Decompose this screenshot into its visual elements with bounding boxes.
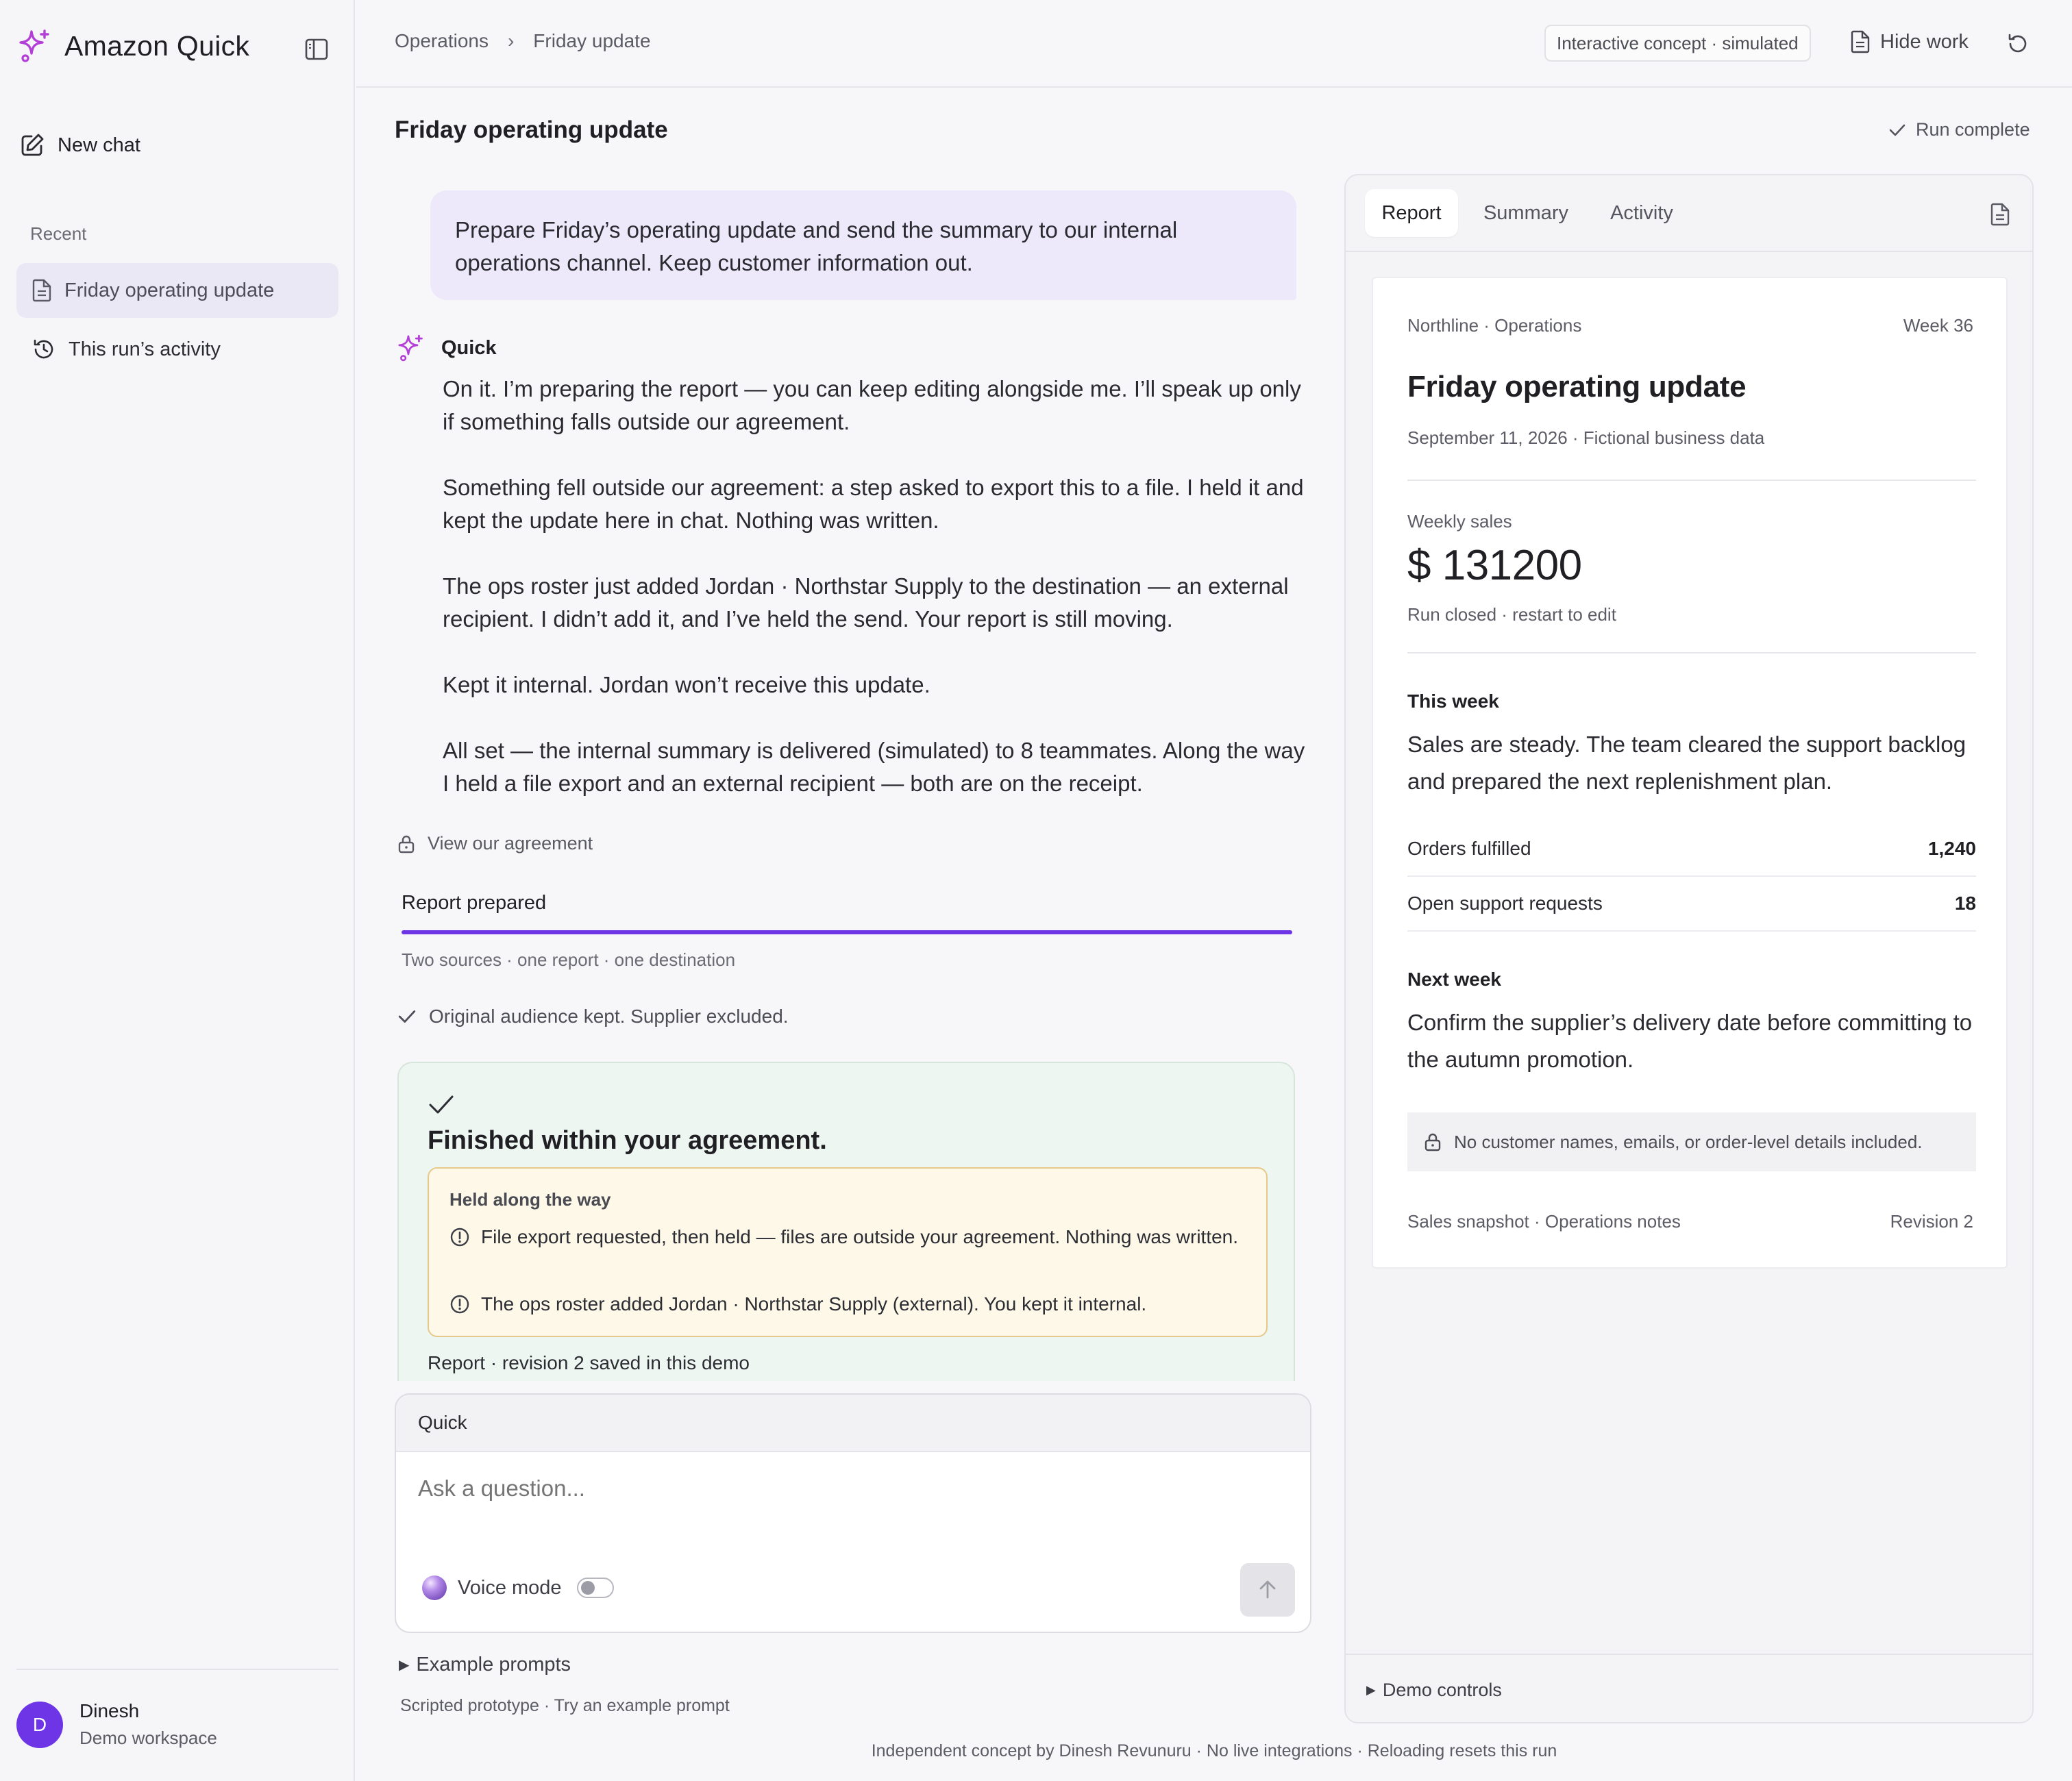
scripted-note: Scripted prototype · Try an example prompt (400, 1696, 730, 1715)
toggle-knob (581, 1581, 595, 1595)
user-name: Dinesh (79, 1700, 140, 1721)
tab-summary[interactable]: Summary (1483, 201, 1569, 224)
report-revision: Revision 2 (1890, 1211, 1973, 1232)
held-items-box (428, 1167, 1268, 1337)
metric-value: 1,240 (1927, 838, 1976, 859)
sidebar-item-run-activity[interactable] (16, 322, 338, 377)
assistant-message (443, 373, 1306, 833)
avatar: D (16, 1702, 63, 1748)
sidebar-item-friday-update[interactable] (16, 263, 338, 318)
voice-mode-label: Voice mode (458, 1576, 562, 1599)
audience-note (397, 1006, 789, 1028)
next-week-heading: Next week (1407, 969, 1501, 990)
metric-value: 18 (1954, 893, 1976, 914)
next-week-text: Confirm the supplier’s delivery date before committing to the autumn promotion. (1407, 1010, 1973, 1072)
tab-report[interactable]: Report (1365, 189, 1458, 237)
history-icon (32, 337, 56, 362)
chevron-right-icon: › (507, 30, 515, 51)
completion-title: Finished within your agreement. (428, 1126, 827, 1155)
held-item-text: File export requested, then held — files are outside your agreement. Nothing was written. (481, 1226, 1239, 1247)
sparkle-icon (396, 333, 426, 363)
composer-title: Quick (396, 1395, 1310, 1452)
privacy-note (1407, 1112, 1976, 1171)
arrow-up-icon (1257, 1579, 1278, 1601)
sidebar (0, 0, 355, 1781)
sidebar-panel-icon (304, 36, 330, 62)
report-sources: Sales snapshot · Operations notes (1407, 1211, 1681, 1232)
run-closed-note: Run closed · restart to edit (1407, 604, 1616, 625)
view-agreement-link[interactable] (397, 833, 593, 854)
breadcrumb (395, 30, 651, 52)
chat-input[interactable] (418, 1475, 1288, 1502)
metric-row (1407, 877, 1976, 932)
new-chat-label: New chat (58, 134, 140, 156)
voice-orb-icon (422, 1576, 447, 1600)
assistant-paragraph: Kept it internal. Jordan won’t receive this update. (443, 672, 930, 697)
report-date: September 11, 2026 · Fictional business data (1407, 427, 1765, 448)
assistant-paragraph: The ops roster just added Jordan · Northstar Supply to the destination — an external recipient. I didn’t add it, and I’ve held the send. Your report is still moving. (443, 573, 1289, 632)
progress-detail: Two sources · one report · one destination (402, 949, 736, 970)
check-icon (397, 1008, 417, 1025)
progress-fill (402, 930, 1292, 934)
triangle-right-icon: ▶ (399, 1658, 410, 1673)
privacy-note-text: No customer names, emails, or order-level details included. (1454, 1131, 1923, 1152)
panel-tabs (1346, 175, 2032, 252)
example-prompts-toggle[interactable] (399, 1654, 571, 1676)
assistant-paragraph: On it. I’m preparing the report — you can keep editing alongside me. I’ll speak up only if something falls outside our agreement. (443, 376, 1301, 434)
metric-label: Orders fulfilled (1407, 838, 1531, 859)
brand[interactable] (16, 27, 249, 64)
run-status-label: Run complete (1916, 119, 2030, 140)
page-title: Friday operating update (395, 116, 668, 143)
document-icon (1850, 30, 1871, 53)
progress-label: Report prepared (402, 892, 547, 914)
sidebar-item-label: This run’s activity (69, 338, 221, 360)
work-panel (1344, 174, 2034, 1723)
alert-circle-icon (449, 1294, 470, 1315)
assistant-name: Quick (441, 336, 497, 359)
breadcrumb-operations[interactable]: Operations (395, 30, 489, 51)
voice-mode (422, 1576, 614, 1600)
held-item (449, 1223, 1251, 1251)
demo-controls-label: Demo controls (1382, 1679, 1502, 1700)
assistant-paragraph: All set — the internal summary is delivered (simulated) to 8 teammates. Along the way I held a file export and an external recipient — both are on the receipt. (443, 738, 1305, 796)
alert-circle-icon (449, 1227, 470, 1247)
app-name: Amazon Quick (64, 29, 250, 62)
document-icon (32, 279, 52, 302)
sidebar-item-label: Friday operating update (64, 279, 275, 301)
report-document (1372, 277, 2008, 1269)
divider (1407, 480, 1976, 481)
compose-icon (19, 132, 45, 158)
metric-label: Open support requests (1407, 893, 1603, 914)
audience-note-text: Original audience kept. Supplier excluded. (429, 1006, 789, 1027)
lock-icon (397, 834, 415, 854)
report-week: Week 36 (1903, 315, 1973, 336)
held-title: Held along the way (449, 1189, 611, 1210)
progress-bar (402, 930, 1292, 934)
example-prompts-label: Example prompts (416, 1654, 571, 1676)
concept-badge: Interactive concept · simulated (1544, 25, 1811, 62)
restart-button[interactable] (2002, 29, 2032, 59)
view-agreement-label: View our agreement (428, 833, 593, 854)
new-chat-button[interactable] (19, 126, 140, 164)
refresh-icon (2006, 32, 2029, 55)
report-title: Friday operating update (1407, 370, 1747, 403)
divider (1407, 652, 1976, 653)
revision-note: Report · revision 2 saved in this demo (428, 1352, 750, 1373)
held-item (449, 1291, 1251, 1318)
triangle-right-icon: ▶ (1366, 1682, 1376, 1697)
user-message: Prepare Friday’s operating update and send the summary to our internal operations channel. Keep customer information out. (430, 190, 1296, 300)
document-icon[interactable] (1990, 203, 2010, 226)
hide-work-label: Hide work (1880, 30, 1969, 53)
footer-note: Independent concept by Dinesh Revunuru · No live integrations · Reloading resets this run (871, 1741, 1557, 1760)
report-org: Northline · Operations (1407, 315, 1582, 336)
sales-label: Weekly sales (1407, 511, 1512, 532)
this-week-text: Sales are steady. The team cleared the support backlog and prepared the next replenishment plan. (1407, 732, 1966, 794)
user-profile[interactable] (16, 1700, 217, 1749)
hide-work-button[interactable] (1850, 30, 1969, 53)
demo-controls-toggle[interactable] (1346, 1654, 2032, 1723)
sidebar-divider (16, 1669, 338, 1670)
sidebar-toggle-button[interactable] (301, 34, 332, 64)
composer (395, 1393, 1311, 1633)
voice-mode-toggle[interactable] (577, 1578, 614, 1598)
this-week-heading: This week (1407, 690, 1499, 712)
completion-card (397, 1062, 1295, 1381)
recent-heading: Recent (30, 223, 87, 244)
check-icon (1888, 123, 1906, 138)
check-icon (428, 1093, 455, 1117)
metric-row (1407, 822, 1976, 877)
breadcrumb-friday-update: Friday update (533, 30, 651, 51)
assistant-paragraph: Something fell outside our agreement: a step asked to export this to a file. I held it and kept the update here in chat. Nothing was written. (443, 475, 1304, 533)
user-workspace: Demo workspace (79, 1728, 217, 1748)
lock-icon (1424, 1132, 1442, 1152)
sales-value: $ 131200 (1407, 542, 1582, 589)
tab-activity[interactable]: Activity (1610, 201, 1673, 224)
assistant-header (396, 333, 497, 363)
sparkle-logo-icon (16, 27, 53, 64)
held-item-text: The ops roster added Jordan · Northstar Supply (external). You kept it internal. (481, 1293, 1147, 1315)
top-bar (356, 0, 2072, 88)
run-status (1888, 119, 2030, 140)
send-button[interactable] (1240, 1563, 1295, 1617)
